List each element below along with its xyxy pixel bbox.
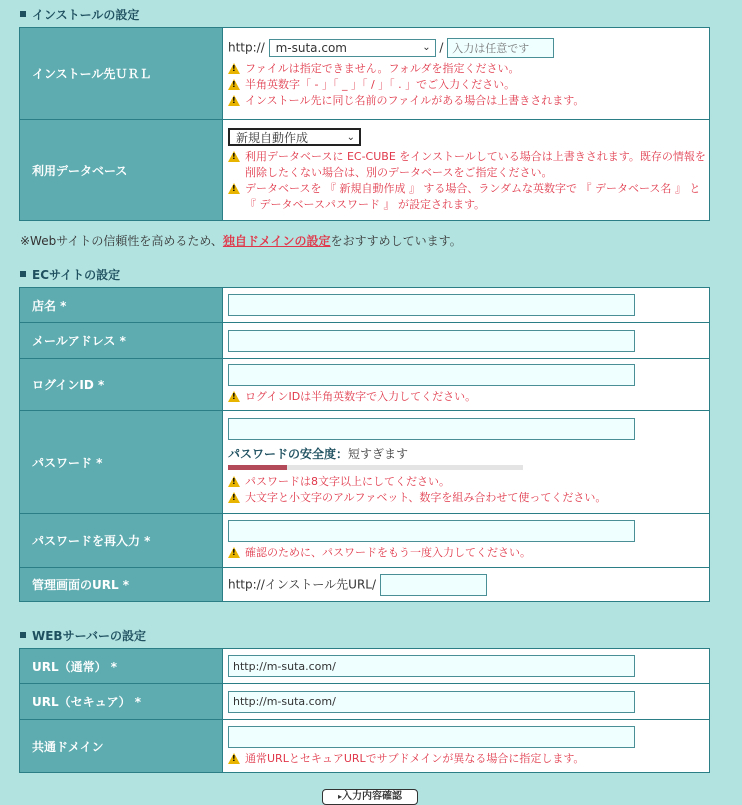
common-domain-input[interactable]	[228, 726, 635, 748]
common-domain-warning: ! 通常URLとセキュアURLでサブドメインが異なる場合に指定します。	[228, 751, 709, 767]
database-row	[20, 120, 710, 221]
password-warning-2: ! 大文字と小文字のアルファベット、数字を組み合わせて使ってください。	[228, 490, 709, 506]
warning-icon	[228, 183, 240, 194]
email-row	[20, 323, 710, 359]
url-prefix: http://	[228, 40, 265, 55]
ec-settings-table	[19, 287, 710, 602]
password-strength: パスワードの安全度：短すぎます	[228, 447, 409, 461]
db-warning-1: ! 利用データベースに EC-CUBE をインストールしている場合は上書きされます。既存の情報を 削除したくない場合は、別のデータベースをご指定ください。	[228, 149, 709, 181]
password-confirm-input[interactable]	[228, 520, 635, 542]
db-warning-2: ! データベースを 『 新規自動作成 』 する場合、ランダムな英数字で 『 データベース名 』 と 『 データベースパスワード 』 が設定されます。	[228, 181, 709, 213]
web-section-title: WEBサーバーの設定	[20, 627, 146, 644]
password-row	[20, 411, 710, 514]
warning-icon	[228, 95, 240, 106]
url-normal-row	[20, 649, 710, 684]
square-bullet-icon	[20, 271, 26, 277]
password-confirm-row	[20, 514, 710, 568]
url-secure-row	[20, 684, 710, 720]
domain-note: ※Webサイトの信頼性を高めるため、独自ドメインの設定をおすすめしています。	[20, 234, 462, 248]
password-confirm-label: パスワードを再入力 *	[20, 514, 223, 568]
ec-section-title: ECサイトの設定	[20, 266, 120, 283]
install-url-label: インストール先ＵＲＬ	[20, 28, 223, 120]
install-path-input[interactable]	[447, 38, 554, 58]
arrow-right-icon: ▸	[337, 792, 342, 801]
domain-select[interactable]: m-suta.com ⌄	[269, 39, 436, 57]
web-settings-table	[19, 648, 710, 773]
login-id-warning: ! ログインIDは半角英数字で入力してください。	[228, 389, 709, 405]
url-warning-3: ! インストール先に同じ名前のファイルがある場合は上書きされます。	[228, 93, 709, 109]
password-confirm-warning: ! 確認のために、パスワードをもう一度入力してください。	[228, 545, 709, 561]
url-warning-1: ! ファイルは指定できません。フォルダを指定ください。	[228, 61, 709, 77]
password-strength-fill	[228, 465, 287, 470]
password-label: パスワード *	[20, 411, 223, 514]
admin-url-prefix: http://インストール先URL/	[228, 577, 377, 591]
url-normal-label: URL（通常） *	[20, 649, 223, 684]
chevron-down-icon: ⌄	[422, 42, 431, 53]
url-secure-input[interactable]	[228, 691, 635, 713]
install-url-row	[20, 28, 710, 120]
common-domain-row	[20, 720, 710, 773]
install-section-title: インストールの設定	[20, 6, 139, 23]
warning-icon	[228, 391, 240, 402]
login-id-row	[20, 359, 710, 411]
password-strength-bar	[228, 465, 523, 470]
warning-icon	[228, 151, 240, 162]
shop-name-label: 店名 *	[20, 288, 223, 323]
password-warning-1: ! パスワードは8文字以上にしてください。	[228, 474, 709, 490]
login-id-input[interactable]	[228, 364, 635, 386]
database-select[interactable]: 新規自動作成 ⌄	[228, 128, 361, 146]
path-slash: /	[439, 40, 444, 55]
warning-icon	[228, 476, 240, 487]
admin-url-input[interactable]	[380, 574, 487, 596]
confirm-button[interactable]: ▸入力内容確認	[322, 789, 418, 805]
url-normal-input[interactable]	[228, 655, 635, 677]
url-secure-label: URL（セキュア） *	[20, 684, 223, 720]
warning-icon	[228, 492, 240, 503]
warning-icon	[228, 547, 240, 558]
shop-name-row	[20, 288, 710, 323]
common-domain-label: 共通ドメイン	[20, 720, 223, 773]
warning-icon	[228, 79, 240, 90]
chevron-down-icon: ⌄	[346, 131, 355, 143]
password-input[interactable]	[228, 418, 635, 440]
email-input[interactable]	[228, 330, 635, 352]
admin-url-label: 管理画面のURL *	[20, 568, 223, 602]
admin-url-row	[20, 568, 710, 602]
shop-name-input[interactable]	[228, 294, 635, 316]
email-label: メールアドレス *	[20, 323, 223, 359]
warning-icon	[228, 63, 240, 74]
install-settings-table	[19, 27, 710, 221]
square-bullet-icon	[20, 11, 26, 17]
warning-icon	[228, 753, 240, 764]
database-label: 利用データベース	[20, 120, 223, 221]
login-id-label: ログインID *	[20, 359, 223, 411]
url-warning-2: ! 半角英数字「 - 」「 _ 」「 / 」「 . 」でご入力ください。	[228, 77, 709, 93]
square-bullet-icon	[20, 632, 26, 638]
custom-domain-link[interactable]: 独自ドメインの設定	[222, 234, 331, 248]
